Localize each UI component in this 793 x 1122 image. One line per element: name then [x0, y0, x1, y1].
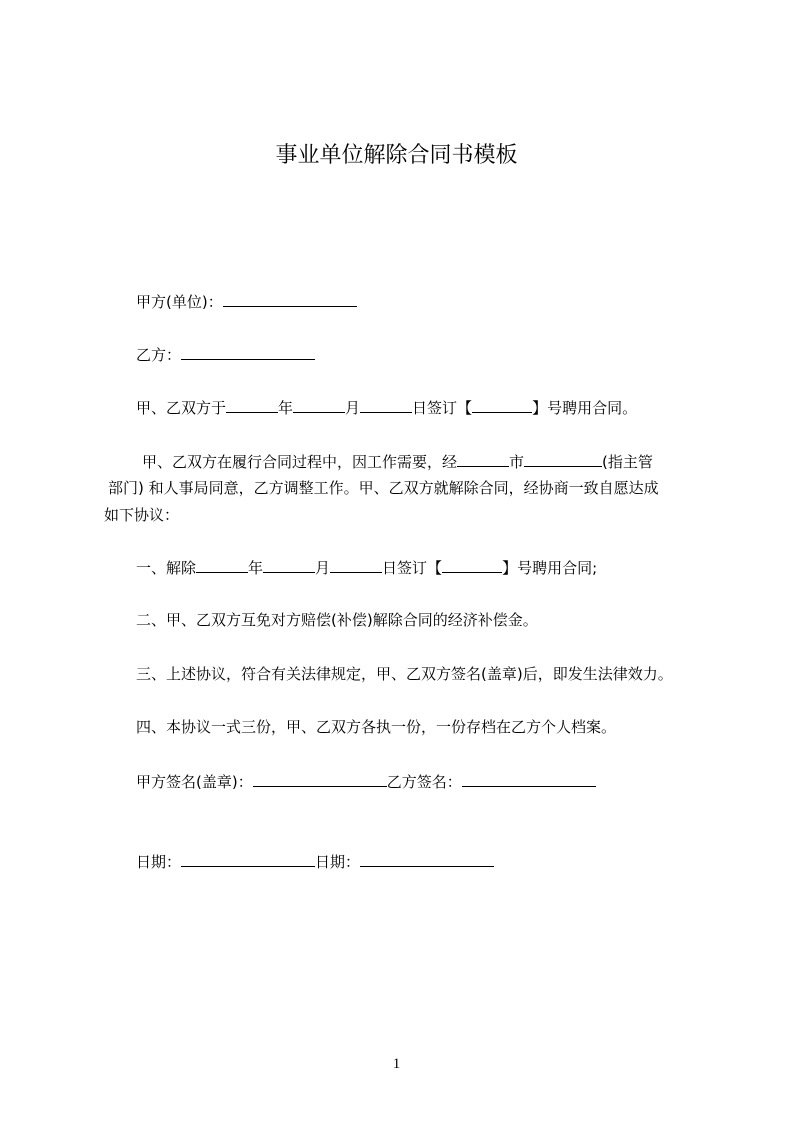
page-number: 1 — [392, 1056, 401, 1072]
date-b-label: 日期： — [315, 853, 361, 871]
date-a-blank[interactable] — [181, 852, 315, 867]
year-blank[interactable] — [226, 398, 278, 413]
paragraph-line-1 — [142, 452, 653, 471]
contract-date-line — [136, 398, 637, 417]
text-segment: 市 — [509, 453, 525, 471]
text-segment: 月 — [315, 559, 331, 577]
clause-2: 二、甲、乙双方互免对方赔偿(补偿)解除合同的经济补偿金。 — [136, 611, 538, 629]
city-blank[interactable] — [457, 452, 509, 467]
day-blank[interactable] — [330, 558, 382, 573]
party-b-signature-blank[interactable] — [462, 772, 596, 787]
text-segment: 日签订【 — [412, 399, 473, 417]
month-blank[interactable] — [263, 558, 315, 573]
text-segment: 一、解除 — [136, 559, 197, 577]
party-b-label: 乙方： — [136, 346, 182, 364]
document-title: 事业单位解除合同书模板 — [275, 143, 518, 168]
text-segment: 甲、乙双方在履行合同过程中，因工作需要，经 — [142, 453, 458, 471]
text-segment: 年 — [278, 399, 294, 417]
text-segment: 年 — [248, 559, 264, 577]
signature-line — [136, 772, 596, 791]
clause-1 — [136, 558, 597, 577]
text-segment: (指主管 — [602, 453, 653, 471]
text-segment: 甲、乙双方于 — [136, 399, 227, 417]
text-segment: 】号聘用合同; — [502, 559, 598, 577]
text-segment: 月 — [345, 399, 361, 417]
party-b-line — [136, 345, 315, 364]
month-blank[interactable] — [293, 398, 345, 413]
party-b-blank[interactable] — [181, 345, 315, 360]
paragraph-line-3: 如下协议： — [104, 506, 180, 524]
contract-number-blank[interactable] — [442, 558, 502, 573]
department-blank[interactable] — [524, 452, 602, 467]
party-b-signature-label: 乙方签名： — [386, 773, 462, 791]
party-a-blank[interactable] — [223, 292, 357, 307]
date-b-blank[interactable] — [360, 852, 494, 867]
year-blank[interactable] — [196, 558, 248, 573]
date-line — [136, 852, 494, 871]
date-a-label: 日期： — [136, 853, 182, 871]
day-blank[interactable] — [360, 398, 412, 413]
clause-3: 三、上述协议，符合有关法律规定，甲、乙双方签名(盖章)后，即发生法律效力。 — [136, 665, 673, 683]
contract-number-blank[interactable] — [472, 398, 532, 413]
party-a-line — [136, 292, 357, 311]
text-segment: 日签订【 — [382, 559, 443, 577]
paragraph-line-2: 部门) 和人事局同意，乙方调整工作。甲、乙双方就解除合同，经协商一致自愿达成 — [108, 479, 659, 497]
party-a-signature-label: 甲方签名(盖章)： — [136, 773, 253, 791]
text-segment: 】号聘用合同。 — [532, 399, 638, 417]
party-a-label: 甲方(单位)： — [136, 293, 223, 311]
party-a-signature-blank[interactable] — [253, 772, 387, 787]
clause-4: 四、本协议一式三份，甲、乙双方各执一份，一份存档在乙方个人档案。 — [136, 718, 617, 736]
